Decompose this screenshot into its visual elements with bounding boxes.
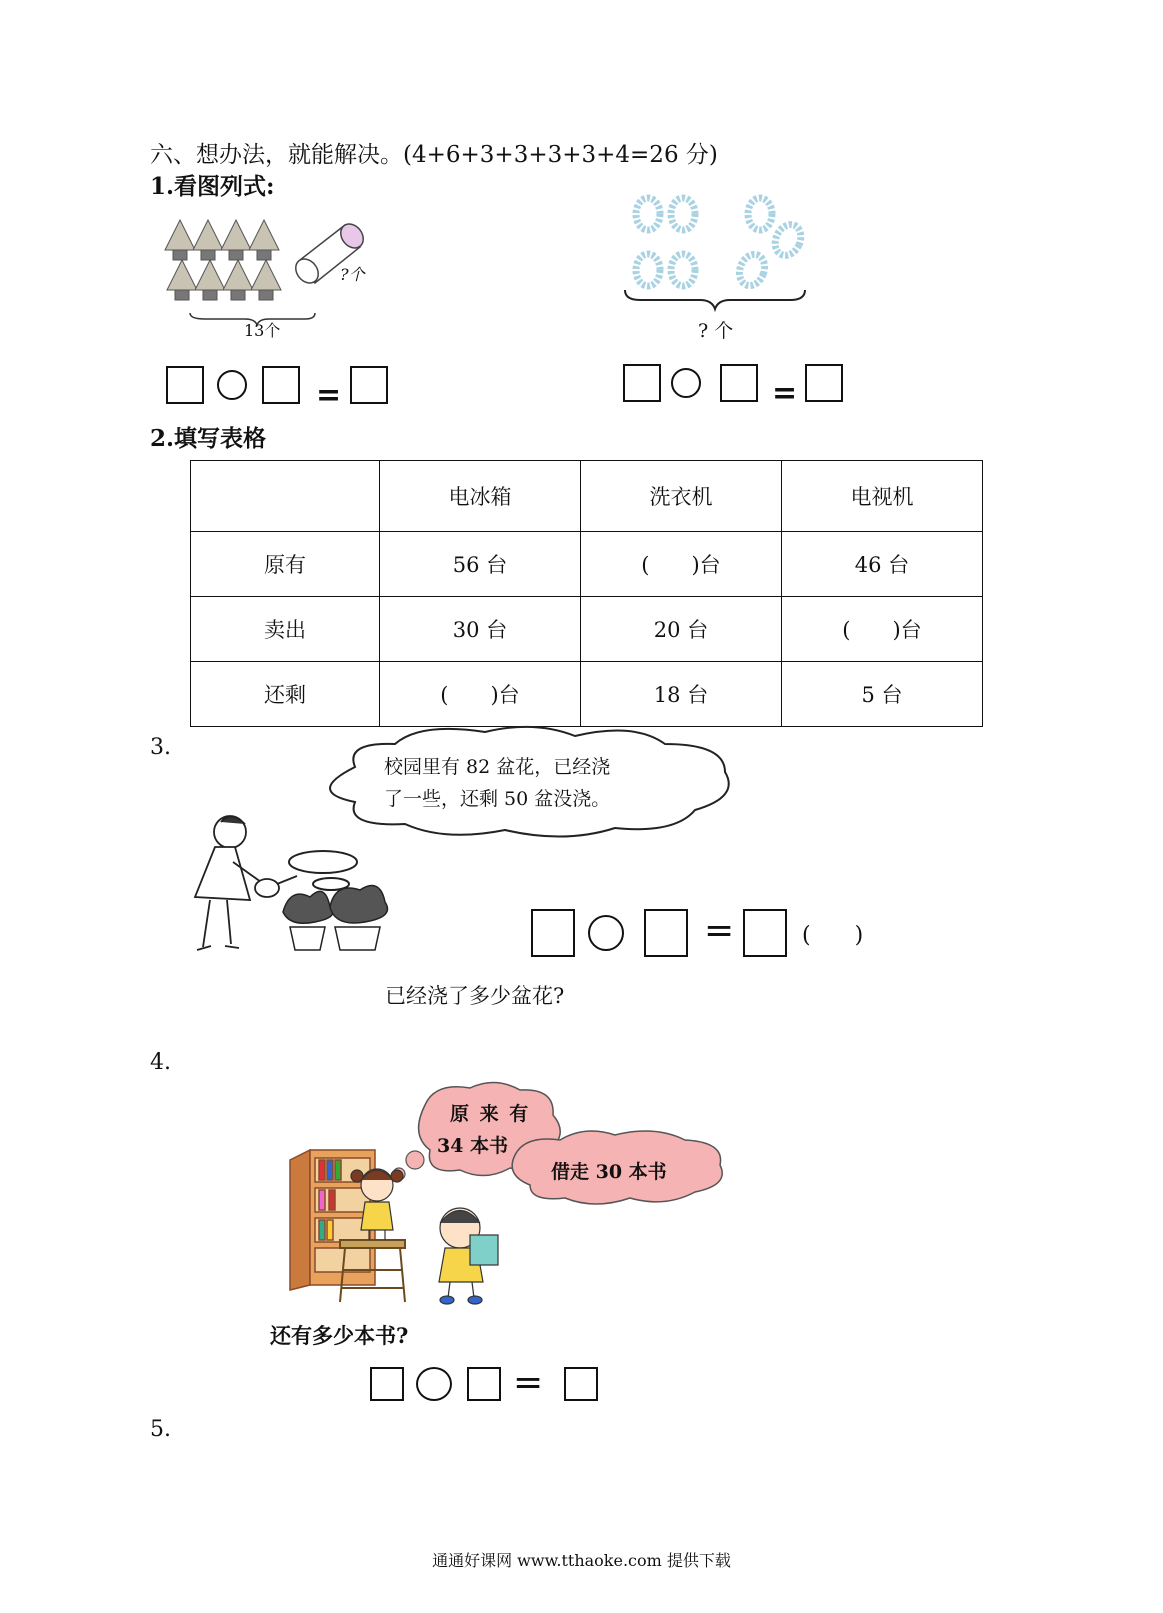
- table-cell: 30 台: [380, 597, 581, 662]
- table-cell: 18 台: [581, 662, 782, 727]
- q4-question: 还有多少本书?: [270, 1323, 409, 1348]
- shuttlecock-icon: [195, 260, 225, 300]
- table-header-row: [191, 461, 983, 532]
- equals-sign: =: [513, 1362, 544, 1403]
- table-row: [191, 662, 983, 727]
- table-cell: 20 台: [581, 597, 782, 662]
- table-cell-blank[interactable]: ( )台: [782, 597, 983, 662]
- table-header-cell: 电冰箱: [380, 461, 581, 532]
- table-row: [191, 532, 983, 597]
- answer-box[interactable]: [370, 1367, 404, 1401]
- bead-ring-icon: [748, 198, 772, 230]
- left-question-label: ?个: [340, 265, 365, 284]
- answer-box[interactable]: [623, 364, 661, 402]
- answer-box[interactable]: [720, 364, 758, 402]
- row-label: 卖出: [191, 597, 380, 662]
- bead-ring-icon: [671, 254, 695, 286]
- flower-pot-icon: [283, 891, 333, 950]
- bead-ring-icon: [636, 254, 660, 286]
- appliance-table: [190, 460, 983, 727]
- row-label: 还剩: [191, 662, 380, 727]
- answer-box[interactable]: [531, 909, 575, 957]
- table-cell-blank[interactable]: ( )台: [380, 662, 581, 727]
- page-footer: 通通好课网 www.tthaoke.com 提供下载: [432, 1551, 731, 1570]
- section-title: 六、想办法，就能解决。(4+6+3+3+3+3+4=26 分): [150, 142, 718, 168]
- shuttlecock-icon: [251, 260, 281, 300]
- table-row: [191, 597, 983, 662]
- bead-ring-icon: [735, 251, 768, 289]
- shuttlecock-icon: [221, 220, 251, 260]
- right-question-label: ? 个: [698, 320, 734, 342]
- answer-box[interactable]: [564, 1367, 598, 1401]
- girl-with-books-icon: [439, 1208, 498, 1304]
- cloud-text-line1: 校园里有 82 盆花，已经浇: [384, 756, 611, 778]
- q3-number: 3.: [150, 735, 171, 760]
- cloud-text-line2: 了一些，还剩 50 盆没浇。: [384, 788, 611, 810]
- operator-circle[interactable]: [416, 1367, 452, 1401]
- row-label: 原有: [191, 532, 380, 597]
- bead-ring-icon: [671, 198, 695, 230]
- bubble1-line2: 34 本书: [437, 1135, 509, 1157]
- shuttlecock-icon: [167, 260, 197, 300]
- answer-box[interactable]: [467, 1367, 501, 1401]
- q4-number: 4.: [150, 1050, 171, 1075]
- bubble2-text: 借走 30 本书: [551, 1161, 667, 1183]
- equals-sign: =: [772, 376, 798, 411]
- operator-circle[interactable]: [588, 915, 624, 951]
- shuttlecock-icon: [193, 220, 223, 260]
- bead-ring-icon: [636, 198, 660, 230]
- table-header-cell: 洗衣机: [581, 461, 782, 532]
- answer-box[interactable]: [166, 366, 204, 404]
- table-cell: 46 台: [782, 532, 983, 597]
- left-total-label: 13个: [244, 321, 281, 340]
- shuttlecock-icon: [223, 260, 253, 300]
- q1-title: 1.看图列式:: [150, 173, 275, 200]
- equals-sign: =: [316, 378, 342, 413]
- answer-box[interactable]: [644, 909, 688, 957]
- table-cell-blank[interactable]: ( )台: [581, 532, 782, 597]
- q5-number: 5.: [150, 1417, 171, 1442]
- table-cell: 5 台: [782, 662, 983, 727]
- operator-circle[interactable]: [217, 370, 247, 400]
- answer-box[interactable]: [262, 366, 300, 404]
- operator-circle[interactable]: [671, 368, 701, 398]
- table-header-cell: [191, 461, 380, 532]
- girl-watering-icon: [195, 816, 297, 950]
- bead-ring-icon: [770, 220, 805, 259]
- shuttlecock-icon: [249, 220, 279, 260]
- brace-icon: [625, 290, 805, 309]
- q3-question: 已经浇了多少盆花?: [385, 984, 565, 1008]
- q2-title: 2.填写表格: [150, 425, 267, 452]
- answer-box[interactable]: [805, 364, 843, 402]
- bubble1-line1: 原 来 有: [450, 1103, 531, 1125]
- equals-sign: =: [704, 910, 735, 951]
- table-header-cell: 电视机: [782, 461, 983, 532]
- shuttlecock-icon: [165, 220, 195, 260]
- flower-pot-icon: [330, 886, 388, 950]
- bead-rings-figure: [620, 182, 820, 312]
- answer-box[interactable]: [743, 909, 787, 957]
- unit-blank[interactable]: ( ): [802, 923, 864, 948]
- table-cell: 56 台: [380, 532, 581, 597]
- answer-box[interactable]: [350, 366, 388, 404]
